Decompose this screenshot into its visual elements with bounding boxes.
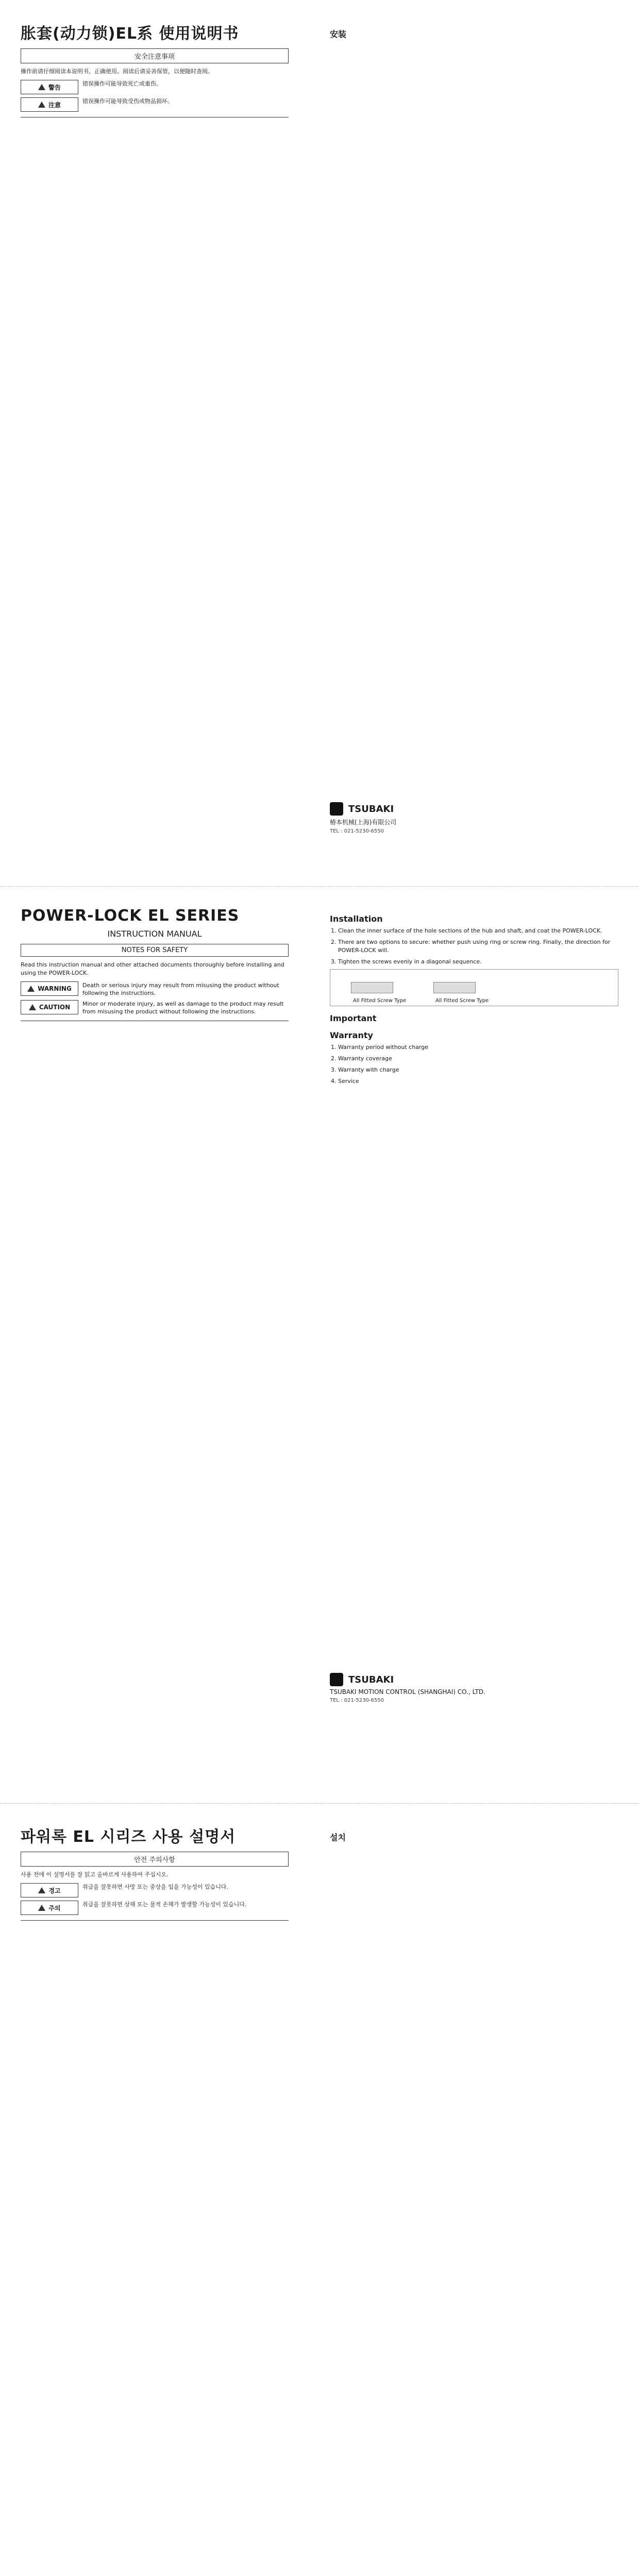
diagram-label: All Fitted Screw Type <box>353 998 407 1004</box>
caution-badge <box>21 97 78 112</box>
safety-title: NOTES FOR SAFETY <box>21 944 289 957</box>
warning-badge <box>21 80 78 94</box>
company-name: 椿本机械(上海)有限公司 <box>330 819 397 826</box>
caution-label: 注意 <box>48 101 61 109</box>
caution-text: 취급을 잘못하면 상해 또는 물적 손해가 발생할 가능성이 있습니다. <box>82 1901 247 1908</box>
installation-header: Installation <box>330 914 383 924</box>
installation-header: 설치 <box>330 1833 346 1842</box>
section-divider <box>0 886 639 887</box>
warning-triangle-icon <box>27 986 35 992</box>
brand-logo <box>330 1673 618 1686</box>
caution-row <box>21 1901 289 1915</box>
left-column <box>21 907 289 1026</box>
installation-item: 2. There are two options to secure: whether push using ring or screw ring. Finally, the direction for POWER-LOCK will. <box>338 938 618 955</box>
brand-logo <box>330 802 618 816</box>
diagram-label: All Fitted Screw Type <box>435 998 489 1004</box>
right-column <box>330 1824 618 2576</box>
caution-text: 错误操作可能导致受伤或物品损坏。 <box>82 98 173 105</box>
warning-label: 警告 <box>48 83 61 91</box>
company-phone: TEL : 021-5230-6550 <box>330 828 384 834</box>
left-column <box>21 21 289 123</box>
warning-label: WARNING <box>38 985 72 992</box>
caution-text: Minor or moderate injury, as well as damage to the product may result from misusing the product without following the instructions. <box>82 1001 284 1015</box>
right-column <box>330 907 618 1703</box>
warranty-header: Warranty <box>330 1030 373 1040</box>
caution-triangle-icon <box>38 1905 45 1911</box>
manual-subtitle: INSTRUCTION MANUAL <box>107 929 202 939</box>
caution-label: 주의 <box>48 1904 61 1912</box>
warning-row <box>21 1883 289 1897</box>
section-korean <box>0 1824 639 2576</box>
warning-triangle-icon <box>38 1887 45 1893</box>
caution-row <box>21 1000 289 1015</box>
installation-header: 安装 <box>330 29 347 39</box>
brand-name: TSUBAKI <box>348 1674 394 1685</box>
caution-label: CAUTION <box>39 1004 71 1011</box>
installation-item: 1. Clean the inner surface of the hole sections of the hub and shaft, and coat the POWER-LOCK. <box>338 927 618 935</box>
caution-triangle-icon <box>29 1004 36 1010</box>
installation-diagram <box>330 969 618 1006</box>
tsubaki-logo-icon <box>330 1673 343 1686</box>
warning-badge <box>21 1883 78 1897</box>
left-column <box>21 1824 289 1926</box>
section-english <box>0 907 639 1783</box>
warning-triangle-icon <box>38 84 45 90</box>
divider-line <box>21 1920 289 1921</box>
caution-row <box>21 97 289 112</box>
brand-name: TSUBAKI <box>348 803 394 815</box>
warning-text: 错误操作可能导致死亡或重伤。 <box>82 80 162 87</box>
manual-title: 胀套(动力锁)EL系 使用说明书 <box>21 25 239 43</box>
warning-text: Death or serious injury may result from misusing the product without following the instructions. <box>82 982 279 996</box>
company-phone: TEL : 021-5230-6550 <box>330 1698 384 1703</box>
warning-label: 경고 <box>48 1887 61 1894</box>
fitted-screw-shape <box>433 982 476 993</box>
company-name: TSUBAKI MOTION CONTROL (SHANGHAI) CO., LTD. <box>330 1688 485 1696</box>
warranty-item: 2. Warranty coverage <box>338 1055 618 1063</box>
caution-badge <box>21 1901 78 1915</box>
caution-badge <box>21 1000 78 1014</box>
warning-row <box>21 981 289 997</box>
caution-triangle-icon <box>38 101 45 108</box>
warranty-item: 3. Warranty with charge <box>338 1066 618 1074</box>
intro-text: 사용 전에 이 설명서를 잘 읽고 올바르게 사용하여 주십시오. <box>21 1871 169 1878</box>
installation-item: 3. Tighten the screws evenly in a diagonal sequence. <box>338 958 618 966</box>
safety-title: 安全注意事项 <box>21 48 289 63</box>
fitted-screw-shape <box>351 982 393 993</box>
section-divider <box>0 1803 639 1804</box>
intro-text: Read this instruction manual and other attached documents thoroughly before installing and using the POWER-LOCK. <box>21 961 284 976</box>
warranty-item: 1. Warranty period without charge <box>338 1043 618 1052</box>
installation-list <box>330 927 618 966</box>
right-column <box>330 21 618 834</box>
important-header: Important <box>330 1013 377 1023</box>
manual-title: 파워록 EL 시리즈 사용 설명서 <box>21 1828 236 1846</box>
warranty-item: 4. Service <box>338 1077 618 1086</box>
tsubaki-logo-icon <box>330 802 343 816</box>
warning-text: 취급을 잘못하면 사망 또는 중상을 입을 가능성이 있습니다. <box>82 1884 228 1890</box>
warning-badge <box>21 981 78 996</box>
intro-text: 操作前请仔细阅读本说明书，正确使用。阅读后请妥善保管，以便随时查阅。 <box>21 68 213 75</box>
warning-row <box>21 80 289 94</box>
manual-title: POWER-LOCK EL SERIES <box>21 907 240 925</box>
warranty-list <box>330 1043 618 1086</box>
safety-title: 안전 주의사항 <box>21 1852 289 1867</box>
section-chinese <box>0 21 639 866</box>
